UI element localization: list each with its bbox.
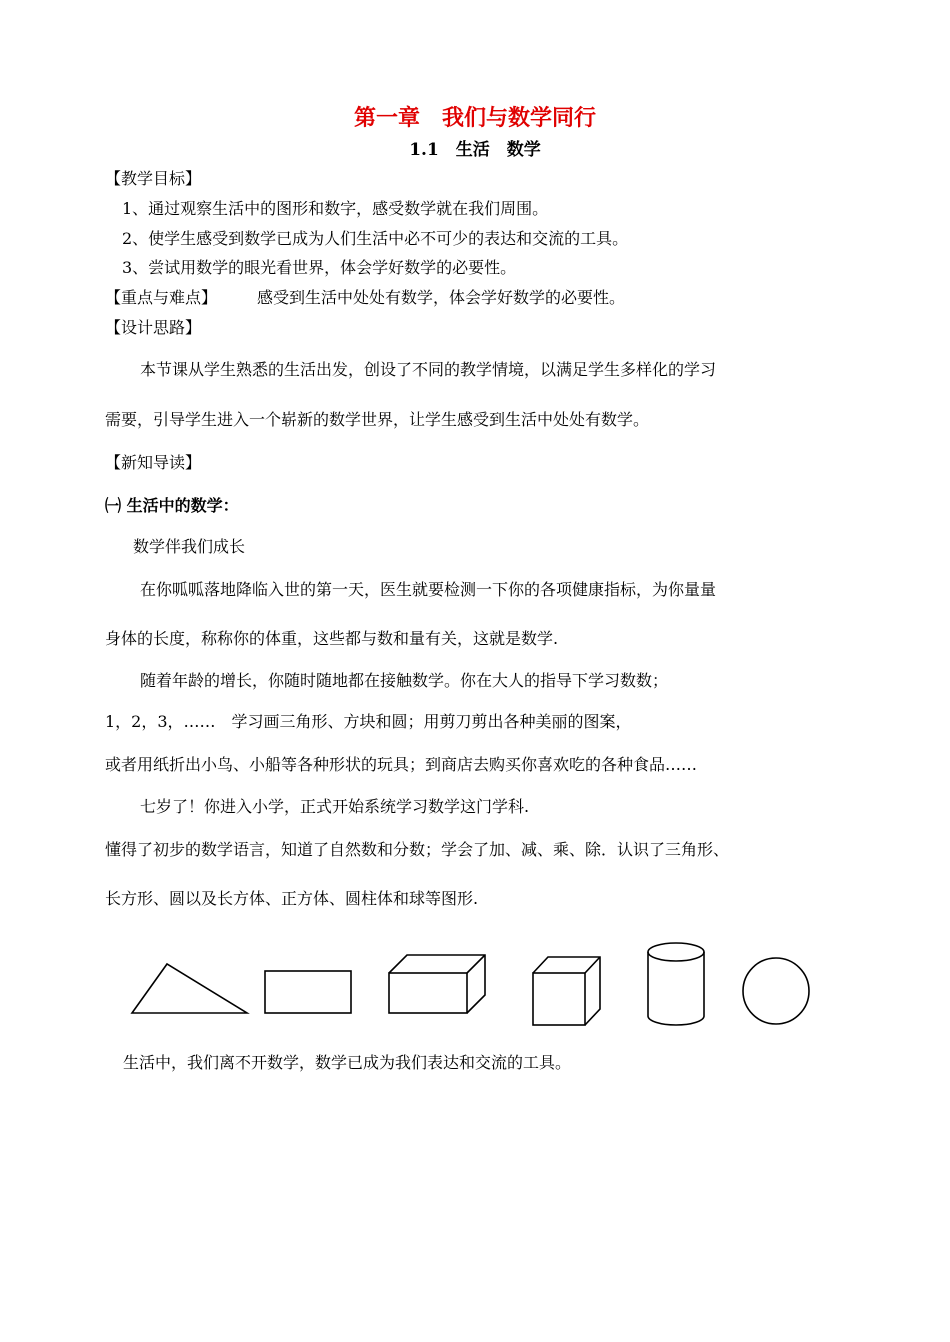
closing-line: 生活中，我们离不开数学，数学已成为我们表达和交流的工具。 [123,1053,572,1072]
paragraph-line: 懂得了初步的数学语言，知道了自然数和分数；学会了加、减、乘、除．认识了三角形、 [105,840,730,859]
design-line: 本节课从学生熟悉的生活出发，创设了不同的教学情境，以满足学生多样化的学习 [140,360,717,379]
design-heading: 【设计思路】 [105,318,202,337]
paragraph-line: 或者用纸折出小鸟、小船等各种形状的玩具；到商店去购买你喜欢吃的各种食品…… [105,755,698,774]
paragraph-line: 身体的长度，称称你的体重，这些都与数和量有关，这就是数学. [105,629,559,648]
section-one-heading: ㈠ 生活中的数学： [105,496,239,515]
paragraph-line: 1，2，3，…… 学习画三角形、方块和圆；用剪刀剪出各种美丽的图案， [105,712,632,731]
new-knowledge-heading: 【新知导读】 [105,453,202,472]
key-points-heading: 【重点与难点】 [105,288,218,307]
paragraph-line: 随着年龄的增长，你随时随地都在接触数学。你在大人的指导下学习数数； [140,671,669,690]
paragraph-line: 在你呱呱落地降临入世的第一天，医生就要检测一下你的各项健康指标，为你量量 [140,580,717,599]
objective-item: 2、使学生感受到数学已成为人们生活中必不可少的表达和交流的工具。 [122,229,629,248]
cuboid-shape [389,955,485,1013]
triangle-shape [132,964,247,1013]
objective-item: 3、尝试用数学的眼光看世界，体会学好数学的必要性。 [122,258,517,277]
sub-heading: 数学伴我们成长 [133,537,246,556]
cube-shape [533,957,600,1025]
paragraph-line: 长方形、圆以及长方体、正方体、圆柱体和球等图形. [105,889,479,908]
circle-shape [743,958,809,1024]
design-line: 需要，引导学生进入一个崭新的数学世界，让学生感受到生活中处处有数学。 [105,410,650,429]
paragraph-line: 七岁了！你进入小学，正式开始系统学习数学这门学科. [140,797,530,816]
key-points-text: 感受到生活中处处有数学，体会学好数学的必要性。 [257,288,626,307]
section-subtitle: 1.1 生活 数学 [409,140,541,160]
objectives-heading: 【教学目标】 [105,169,202,188]
rectangle-shape [265,971,351,1013]
cylinder-shape [648,943,704,1025]
objective-item: 1、通过观察生活中的图形和数字，感受数学就在我们周围。 [122,199,549,218]
page-title: 第一章 我们与数学同行 [353,105,596,131]
